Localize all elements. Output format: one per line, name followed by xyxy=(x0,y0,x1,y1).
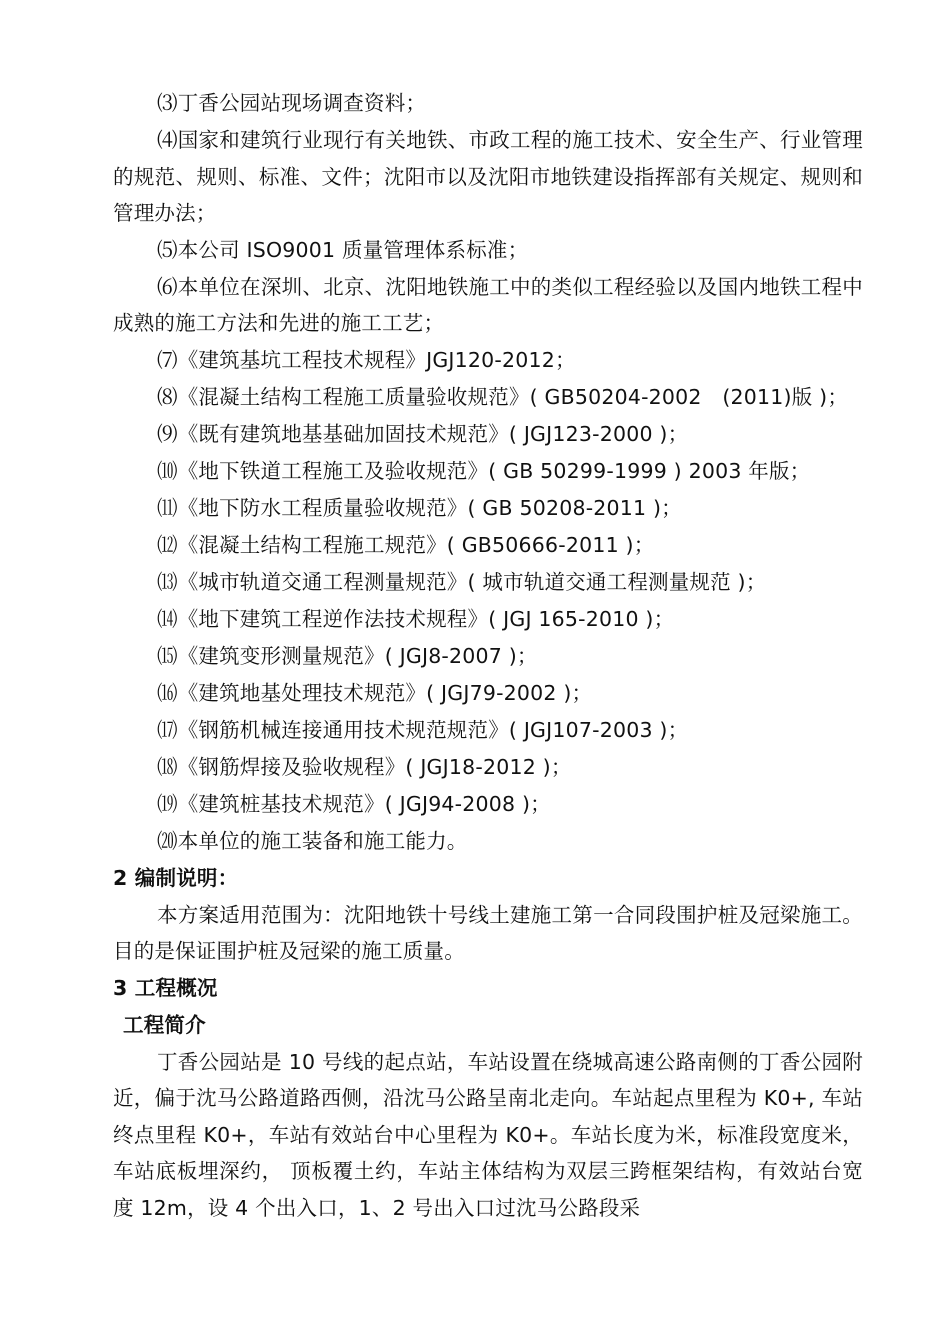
reference-item-12: ⑿《混凝土结构工程施工规范》( GB50666-2011 )； xyxy=(157,532,655,557)
reference-item-3: ⑶丁香公园站现场调查资料； xyxy=(157,91,427,115)
section-3-subheading: 工程简介 xyxy=(123,1012,206,1037)
reference-item-10: ⑽《地下铁道工程施工及验收规范》( GB 50299-1999 ) 2003 年版； xyxy=(157,458,811,483)
reference-item-20: ⒇本单位的施工装备和施工能力。 xyxy=(157,828,468,853)
reference-item-6: ⑹本单位在深圳、北京、沈阳地铁施工中的类似工程经验以及国内地铁工程中成熟的施工方法和先进的施工工艺； xyxy=(113,274,863,335)
reference-item-4: ⑷国家和建筑行业现行有关地铁、市政工程的施工技术、安全生产、行业管理的规范、规则、标准、文件；沈阳市以及沈阳市地铁建设指挥部有关规定、规则和管理办法； xyxy=(113,128,863,225)
section-2-heading: 2 编制说明： xyxy=(113,865,239,890)
reference-item-11: ⑾《地下防水工程质量验收规范》( GB 50208-2011 )； xyxy=(157,495,682,520)
reference-item-15: ⒂《建筑变形测量规范》( JGJ8-2007 )； xyxy=(157,643,538,668)
reference-item-5: ⑸本公司 ISO9001 质量管理体系标准； xyxy=(157,237,529,262)
reference-list xyxy=(113,85,863,1226)
section-3-heading: 3 工程概况 xyxy=(113,975,218,1000)
reference-item-19: ⒆《建筑桩基技术规范》( JGJ94-2008 )； xyxy=(157,791,551,816)
reference-item-9: ⑼《既有建筑地基基础加固技术规范》( JGJ123-2000 )； xyxy=(157,421,689,446)
reference-item-8: ⑻《混凝土结构工程施工质量验收规范》( GB50204-2002 (2011)版 )； xyxy=(157,384,849,409)
section-3-text: 丁香公园站是 10 号线的起点站，车站设置在绕城高速公路南侧的丁香公园附近，偏于沈马公路道路西侧，沿沈马公路呈南北走向。车站起点里程为 K0+, 车站终点里程 K0+，车站有效站台中心里程为 K0+。车站长度为米，标准段宽度米，车站底板埋深约， 顶板覆土约，车站主体结构为双层三跨框架结构，有效站台宽度 12m，设 4 个出入口，1、2 号出入口过沈马公路段采 xyxy=(113,1049,863,1220)
reference-item-14: ⒁《地下建筑工程逆作法技术规程》( JGJ 165-2010 )； xyxy=(157,606,675,631)
reference-item-17: ⒄《钢筋机械连接通用技术规范规范》( JGJ107-2003 )； xyxy=(157,717,689,742)
reference-item-16: ⒃《建筑地基处理技术规范》( JGJ79-2002 )； xyxy=(157,680,593,705)
reference-item-18: ⒅《钢筋焊接及验收规程》( JGJ18-2012 )； xyxy=(157,754,572,779)
reference-item-13: ⒀《城市轨道交通工程测量规范》( 城市轨道交通工程测量规范 )； xyxy=(157,569,767,594)
section-2-text: 本方案适用范围为：沈阳地铁十号线土建施工第一合同段围护桩及冠梁施工。目的是保证围护桩及冠梁的施工质量。 xyxy=(113,902,863,963)
reference-item-7: ⑺《建筑基坑工程技术规程》JGJ120-2012； xyxy=(157,347,576,372)
